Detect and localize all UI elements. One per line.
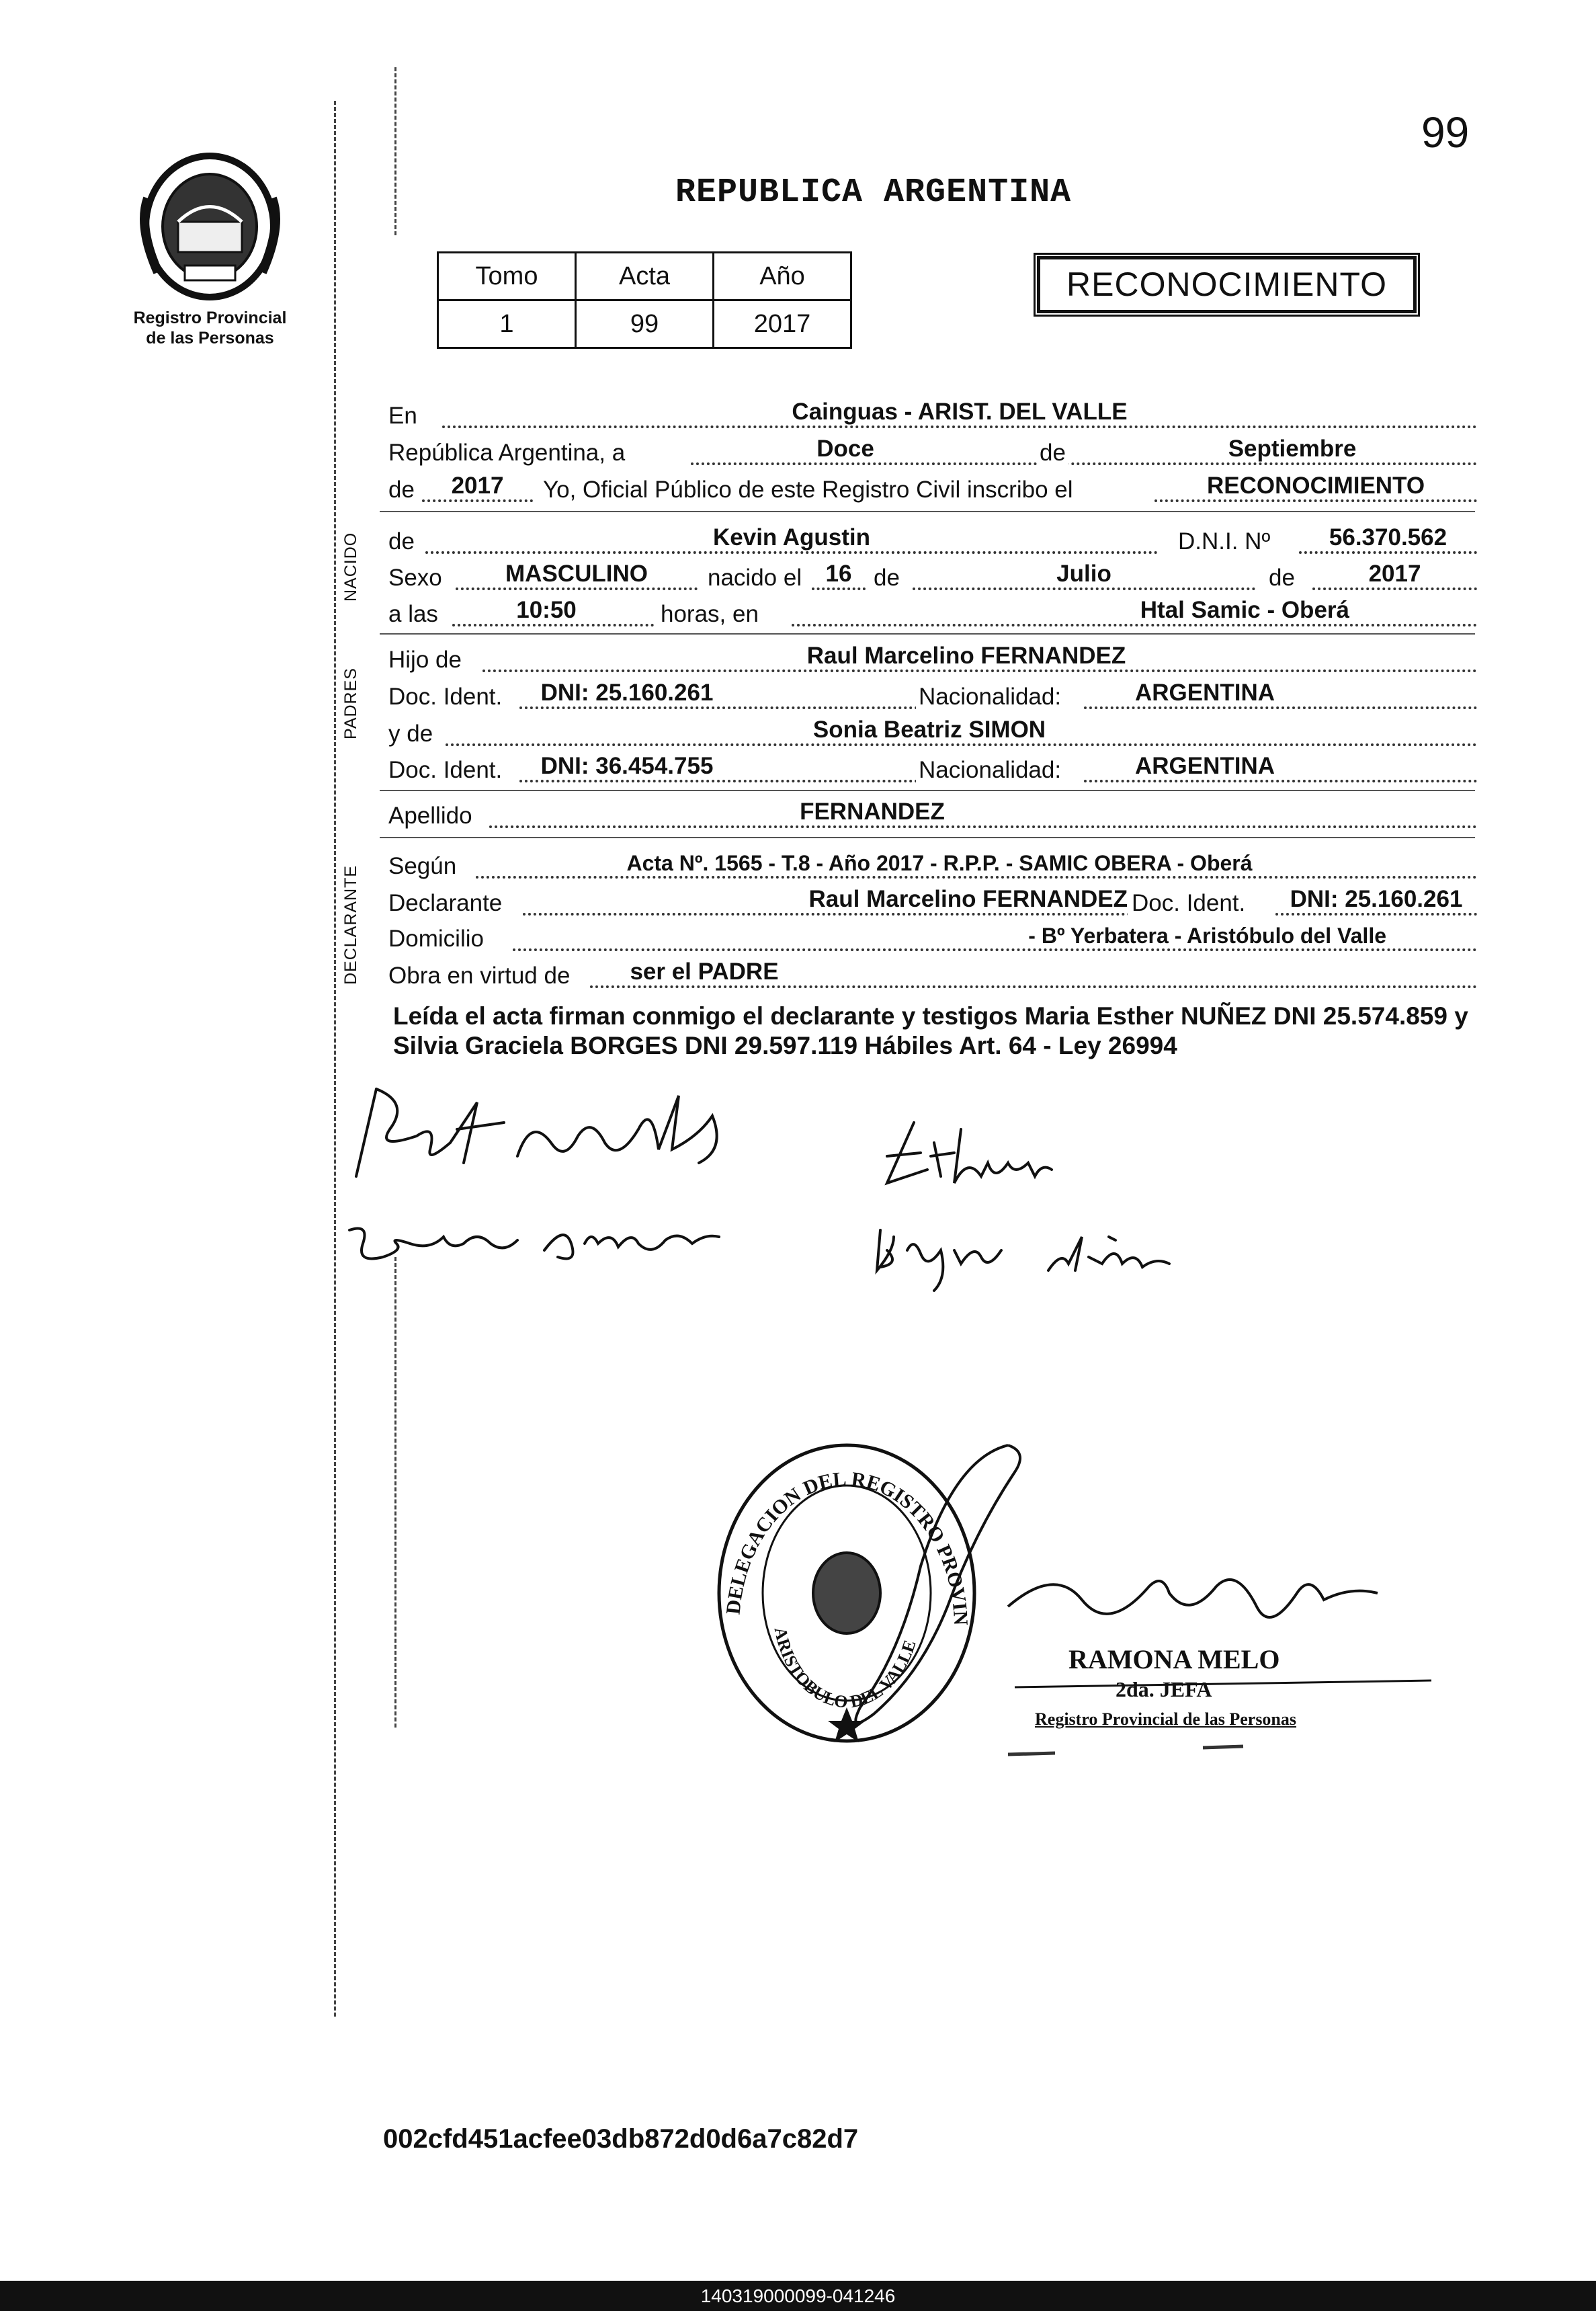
dotted-line bbox=[691, 462, 1477, 465]
signature-borges-silvia bbox=[874, 1223, 1223, 1304]
signature-esther bbox=[874, 1116, 1062, 1197]
dotted-line bbox=[489, 825, 1477, 828]
row-apellido bbox=[388, 793, 1477, 831]
row-declarante bbox=[388, 881, 1477, 918]
dotted-line bbox=[1299, 551, 1477, 554]
dotted-line bbox=[1084, 706, 1477, 709]
value-birth-time: 10:50 bbox=[516, 597, 577, 623]
value-apellido: FERNANDEZ bbox=[800, 799, 945, 825]
dotted-line bbox=[590, 985, 1477, 988]
value-mother-nat: ARGENTINA bbox=[1134, 753, 1275, 779]
leida-paragraph: Leída el acta firman conmigo el declarante y testigos Maria Esther NUÑEZ DNI 25.574.859 y Silvia Graciela BORGES DNI 29.597.119 Hábiles Art. 64 - Ley 26994 bbox=[393, 1002, 1468, 1059]
label-hijo: Hijo de bbox=[388, 647, 462, 673]
label-alas: a las bbox=[388, 601, 438, 627]
value-father-name: Raul Marcelino FERNANDEZ bbox=[806, 643, 1126, 669]
registry-caption bbox=[118, 308, 302, 348]
dotted-line bbox=[1084, 780, 1477, 782]
footer-code: 140319000099-041246 bbox=[0, 2281, 1596, 2311]
value-dni: 56.370.562 bbox=[1329, 524, 1447, 551]
dotted-line bbox=[1154, 499, 1477, 502]
value-father-nat: ARGENTINA bbox=[1134, 680, 1275, 706]
official-role: 2da. JEFA bbox=[1116, 1677, 1212, 1701]
stamp-outer-text: DELEGACION DEL REGISTRO PROVINCIAL DE LAS PERSONAS bbox=[691, 1408, 972, 1626]
value-tomo: 1 bbox=[438, 300, 576, 348]
value-en: Cainguas - ARIST. DEL VALLE bbox=[792, 399, 1128, 425]
value-anio: 2017 bbox=[714, 300, 851, 348]
row-father-doc bbox=[388, 674, 1477, 712]
label-sexo: Sexo bbox=[388, 565, 442, 591]
row-oficial bbox=[388, 467, 1477, 505]
value-mother-name: Sonia Beatriz SIMON bbox=[812, 717, 1046, 743]
row-sexo bbox=[388, 555, 1477, 593]
row-hijo bbox=[388, 637, 1477, 675]
stamp-inner-text: ARISTOBULO DEL VALLE bbox=[770, 1625, 920, 1712]
value-obra: ser el PADRE bbox=[630, 959, 779, 985]
official-name: RAMONA MELO bbox=[1068, 1644, 1280, 1674]
dotted-line bbox=[913, 587, 1255, 590]
value-sexo: MASCULINO bbox=[505, 561, 648, 587]
value-birth-year: 2017 bbox=[1368, 561, 1421, 587]
value-domicilio: - Bº Yerbatera - Aristóbulo del Valle bbox=[1028, 924, 1386, 948]
row-republica bbox=[388, 430, 1477, 468]
row-name bbox=[388, 519, 1477, 557]
margin-line-right-lower bbox=[394, 1257, 396, 1728]
label-declarante: Declarante bbox=[388, 890, 503, 916]
label-obra: Obra en virtud de bbox=[388, 963, 571, 989]
value-declarante: Raul Marcelino FERNANDEZ bbox=[808, 886, 1128, 912]
dotted-line bbox=[446, 743, 1477, 746]
row-domicilio bbox=[388, 916, 1477, 954]
row-segun bbox=[388, 844, 1477, 881]
section-divider bbox=[380, 837, 1475, 838]
dotted-line bbox=[513, 948, 1477, 951]
dotted-line bbox=[422, 499, 533, 502]
dotted-line bbox=[523, 913, 1195, 916]
header-anio: Año bbox=[714, 253, 851, 300]
label-segun: Según bbox=[388, 853, 457, 879]
value-declarante-doc: DNI: 25.160.261 bbox=[1290, 886, 1463, 912]
dotted-line bbox=[1312, 587, 1477, 590]
dotted-line bbox=[792, 624, 1477, 626]
label-nacido: nacido el bbox=[708, 565, 802, 591]
row-mother-doc bbox=[388, 747, 1477, 785]
signature-raul-fernandez bbox=[349, 1076, 860, 1197]
label-de-year: de bbox=[388, 477, 415, 503]
page-number: 99 bbox=[1421, 108, 1470, 157]
label-domicilio: Domicilio bbox=[388, 926, 484, 952]
label-republica: República Argentina, a bbox=[388, 440, 626, 466]
value-month: Septiembre bbox=[1228, 436, 1357, 462]
label-doc-mother: Doc. Ident. bbox=[388, 757, 503, 783]
label-de-name: de bbox=[388, 528, 415, 555]
side-label-declarante: DECLARANTE bbox=[341, 864, 360, 985]
value-segun: Acta Nº. 1565 - T.8 - Año 2017 - R.P.P. - SAMIC OBERA - Oberá bbox=[626, 851, 1253, 875]
record-table bbox=[437, 251, 852, 349]
margin-line-right bbox=[394, 67, 396, 235]
dotted-line bbox=[425, 551, 1158, 554]
row-hora bbox=[388, 592, 1477, 629]
value-year: 2017 bbox=[451, 473, 504, 499]
row-en bbox=[388, 393, 1477, 431]
dotted-line bbox=[476, 876, 1477, 879]
value-acta: 99 bbox=[576, 300, 714, 348]
dotted-line bbox=[1275, 913, 1477, 916]
side-label-nacido: NACIDO bbox=[341, 532, 360, 602]
label-en: En bbox=[388, 403, 417, 429]
section-divider bbox=[380, 511, 1475, 512]
label-de: de bbox=[1037, 440, 1068, 467]
label-nacionalidad-mother: Nacionalidad: bbox=[916, 757, 1064, 784]
value-birth-place: Htal Samic - Oberá bbox=[1140, 597, 1349, 623]
registry-caption-line1: Registro Provincial bbox=[133, 309, 287, 327]
official-office: Registro Provincial de las Personas bbox=[1035, 1709, 1297, 1729]
margin-line-left bbox=[334, 101, 336, 2017]
dotted-line bbox=[482, 670, 1477, 672]
label-horas: horas, en bbox=[661, 601, 759, 627]
label-doc: Doc. Ident. bbox=[388, 684, 503, 710]
label-de-year2: de bbox=[1269, 565, 1295, 591]
signature-sonia-simon bbox=[343, 1203, 746, 1277]
value-act: RECONOCIMIENTO bbox=[1206, 473, 1425, 499]
label-de-month: de bbox=[874, 565, 900, 591]
label-doc-declarante: Doc. Ident. bbox=[1128, 890, 1249, 917]
dotted-line bbox=[442, 425, 1477, 428]
document-title: REPUBLICA ARGENTINA bbox=[675, 173, 1072, 212]
value-father-doc: DNI: 25.160.261 bbox=[540, 680, 714, 706]
label-nacionalidad: Nacionalidad: bbox=[916, 684, 1064, 711]
section-divider bbox=[380, 633, 1475, 635]
label-yde: y de bbox=[388, 721, 433, 747]
section-divider bbox=[380, 790, 1475, 791]
label-oficial: Yo, Oficial Público de este Registro Civil inscribo el bbox=[543, 477, 1073, 503]
value-birth-day: 16 bbox=[825, 561, 852, 587]
label-dni: D.N.I. Nº bbox=[1178, 528, 1271, 555]
document-hash: 002cfd451acfee03db872d0d6a7c82d7 bbox=[383, 2124, 859, 2154]
value-birth-month: Julio bbox=[1056, 561, 1111, 587]
value-mother-doc: DNI: 36.454.755 bbox=[540, 753, 714, 779]
dotted-line bbox=[456, 587, 698, 590]
record-type-box: RECONOCIMIENTO bbox=[1037, 256, 1417, 313]
value-name: Kevin Agustin bbox=[713, 524, 870, 551]
header-tomo: Tomo bbox=[438, 253, 576, 300]
row-mother bbox=[388, 711, 1477, 749]
dotted-line bbox=[452, 624, 654, 626]
dotted-line bbox=[812, 587, 866, 590]
registry-caption-line2: de las Personas bbox=[146, 329, 274, 348]
side-label-padres: PADRES bbox=[341, 667, 360, 739]
row-obra bbox=[388, 953, 1477, 991]
provincia-de-misiones-seal-icon bbox=[134, 151, 286, 302]
value-day: Doce bbox=[816, 436, 874, 462]
header-acta: Acta bbox=[576, 253, 714, 300]
label-apellido: Apellido bbox=[388, 803, 472, 829]
